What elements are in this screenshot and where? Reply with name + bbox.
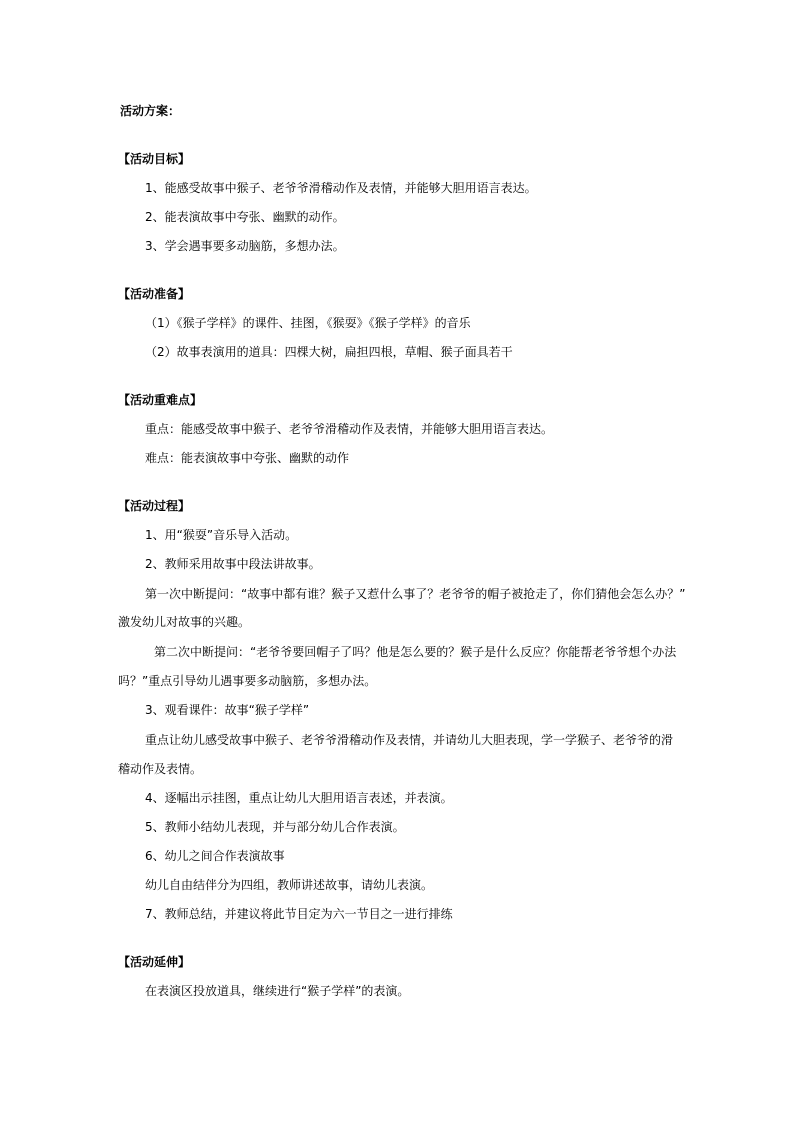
process-line: 稽动作及表情。	[118, 762, 203, 776]
difficult-point: 难点：能表演故事中夸张、幽默的动作	[145, 451, 350, 465]
goal-item-2: 2、能表演故事中夸张、幽默的动作。	[145, 210, 345, 224]
process-line: 7、教师总结，并建议将此节目定为六一节目之一进行排练	[145, 907, 453, 921]
prep-item-1: （1）《猴子学样》的课件、挂图，《猴耍》《猴子学样》的音乐	[145, 316, 471, 330]
process-line: 5、教师小结幼儿表现，并与部分幼儿合作表演。	[145, 820, 405, 834]
prep-item-2: （2）故事表演用的道具：四棵大树，扁担四根，草帽、猴子面具若干	[145, 345, 513, 359]
process-line: 4、逐幅出示挂图，重点让幼儿大胆用语言表述，并表演。	[145, 791, 453, 805]
goal-item-3: 3、学会遇事要多动脑筋，多想办法。	[145, 239, 345, 253]
process-line: 吗？”重点引导幼儿遇事要多动脑筋，多想办法。	[118, 674, 377, 688]
section-heading-key: 【活动重难点】	[118, 393, 203, 407]
section-heading-prep: 【活动准备】	[118, 287, 191, 301]
section-heading-extension: 【活动延伸】	[118, 955, 191, 969]
process-line: 2、教师采用故事中段法讲故事。	[145, 557, 321, 571]
extension-item: 在表演区投放道具，继续进行“猴子学样”的表演。	[145, 984, 410, 998]
goal-item-1: 1、能感受故事中猴子、老爷爷滑稽动作及表情，并能够大胆用语言表达。	[145, 181, 537, 195]
process-line: 第一次中断提问：“故事中都有谁？猴子又惹什么事了？老爷爷的帽子被抢走了，你们猜他会怎么办？”	[145, 587, 686, 601]
section-heading-process: 【活动过程】	[118, 499, 191, 513]
process-line: 幼儿自由结伴分为四组，教师讲述故事，请幼儿表演。	[145, 878, 434, 892]
process-line: 重点让幼儿感受故事中猴子、老爷爷滑稽动作及表情，并请幼儿大胆表现，学一学猴子、老爷爷的滑	[145, 733, 674, 747]
document-title: 活动方案：	[120, 104, 181, 118]
process-line: 第二次中断提问：“老爷爷要回帽子了吗？他是怎么要的？猴子是什么反应？你能帮老爷爷想个办法	[154, 645, 677, 659]
process-line: 6、幼儿之间合作表演故事	[145, 849, 285, 863]
section-heading-goals: 【活动目标】	[118, 152, 191, 166]
process-line: 1、用“猴耍”音乐导入活动。	[145, 528, 298, 542]
key-point: 重点：能感受故事中猴子、老爷爷滑稽动作及表情，并能够大胆用语言表达。	[145, 422, 554, 436]
process-line: 3、观看课件：故事“猴子学样”	[145, 703, 310, 717]
process-line: 激发幼儿对故事的兴趣。	[118, 615, 251, 629]
